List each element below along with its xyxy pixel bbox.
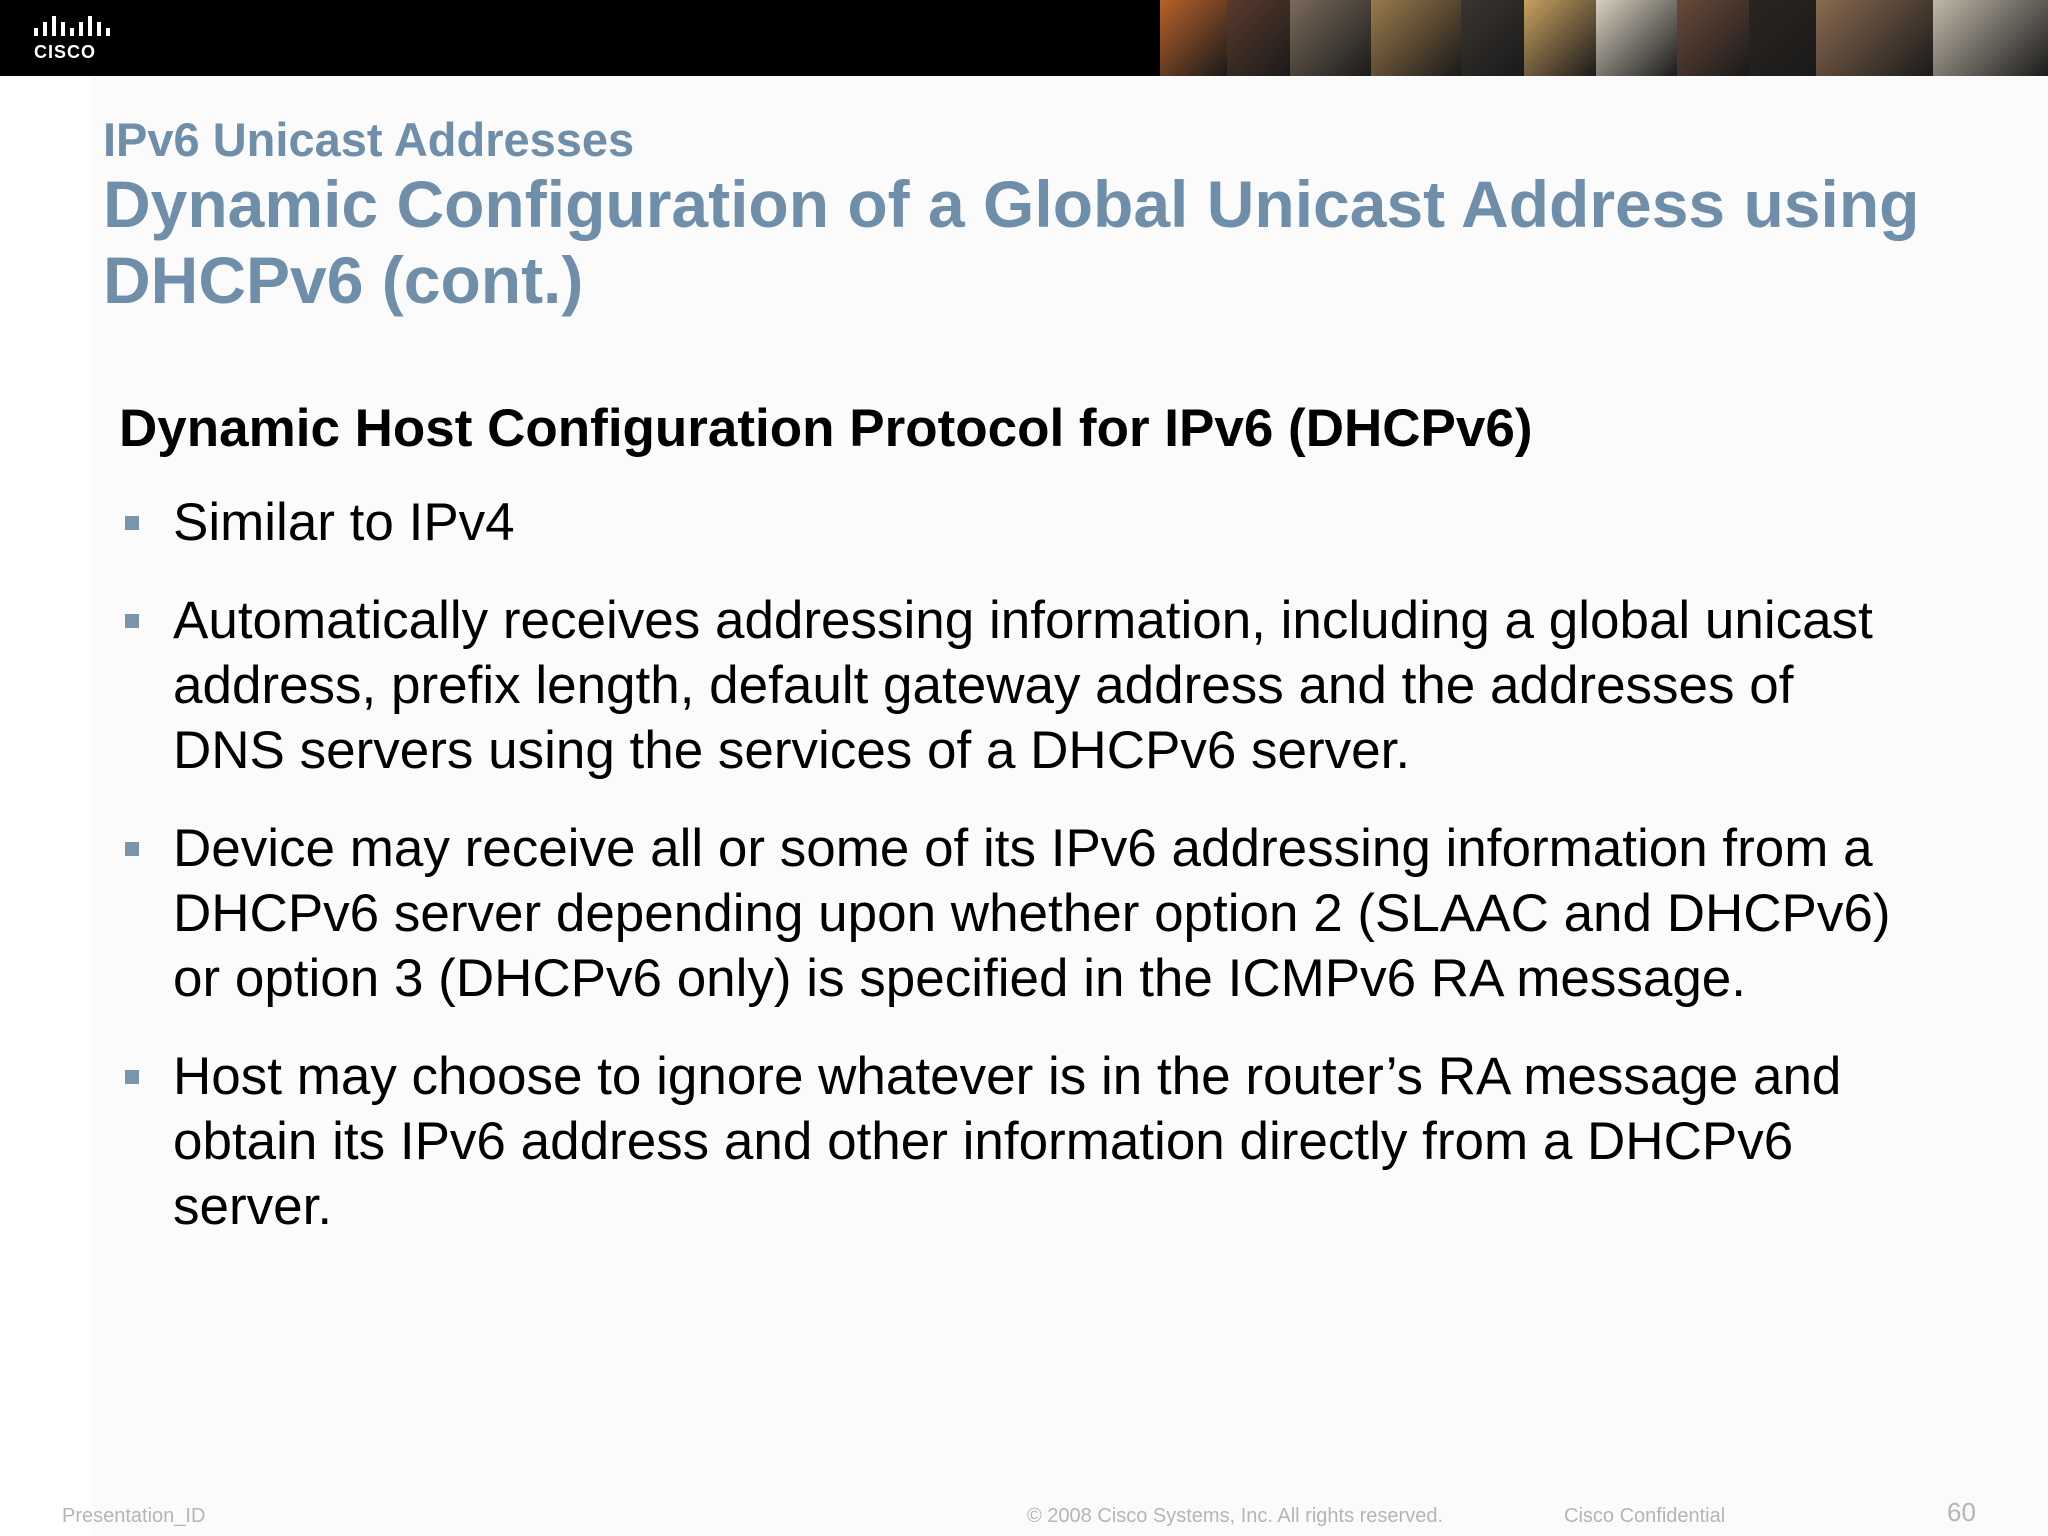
slide-title: Dynamic Configuration of a Global Unicast Address using DHCPv6 (cont.)	[103, 167, 1920, 317]
header-bar	[0, 0, 2048, 76]
people-photo	[1677, 0, 1749, 76]
section-title: IPv6 Unicast Addresses	[103, 113, 635, 166]
people-photo	[1371, 0, 1461, 76]
square-bullet-icon	[125, 516, 139, 530]
people-photo	[1749, 0, 1816, 76]
people-photo	[1596, 0, 1677, 76]
people-photo	[1461, 0, 1524, 76]
bullet-text: Automatically receives addressing information, including a global unicast address, prefix length, default gateway address and the addresses of DNS servers using the services of a DHCPv6 server.	[173, 591, 1873, 780]
bullet-list	[119, 490, 1919, 1272]
page-number: 60	[1947, 1497, 1976, 1527]
bullet-text: Device may receive all or some of its IPv6 addressing information from a DHCPv6 server depending upon whether option 2 (SLAAC and DHCPv6) or option 3 (DHCPv6 only) is specified in the ICMPv6 RA message.	[173, 819, 1891, 1008]
bullet-text: Similar to IPv4	[173, 493, 515, 552]
square-bullet-icon	[125, 842, 139, 856]
cisco-bars-icon	[32, 16, 118, 40]
bullet-item	[119, 490, 1919, 555]
copyright-notice: © 2008 Cisco Systems, Inc. All rights reserved.	[1027, 1505, 1444, 1527]
people-photo	[1227, 0, 1290, 76]
people-photo	[1290, 0, 1371, 76]
people-photo	[1524, 0, 1596, 76]
bullet-item	[119, 1044, 1919, 1239]
confidential-label: Cisco Confidential	[1564, 1505, 1726, 1527]
people-photo-strip	[1160, 0, 2048, 76]
bullet-item	[119, 588, 1919, 783]
presentation-id: Presentation_ID	[62, 1505, 206, 1527]
subheading: Dynamic Host Configuration Protocol for IPv6 (DHCPv6)	[119, 399, 1533, 458]
cisco-logo	[30, 14, 120, 64]
people-photo	[1933, 0, 2048, 76]
square-bullet-icon	[125, 1070, 139, 1084]
bullet-item	[119, 816, 1919, 1011]
square-bullet-icon	[125, 614, 139, 628]
bullet-text: Host may choose to ignore whatever is in the router’s RA message and obtain its IPv6 address and other information directly from a DHCPv6 server.	[173, 1047, 1842, 1236]
people-photo	[1160, 0, 1227, 76]
people-photo	[1816, 0, 1933, 76]
cisco-wordmark: CISCO	[34, 42, 97, 62]
